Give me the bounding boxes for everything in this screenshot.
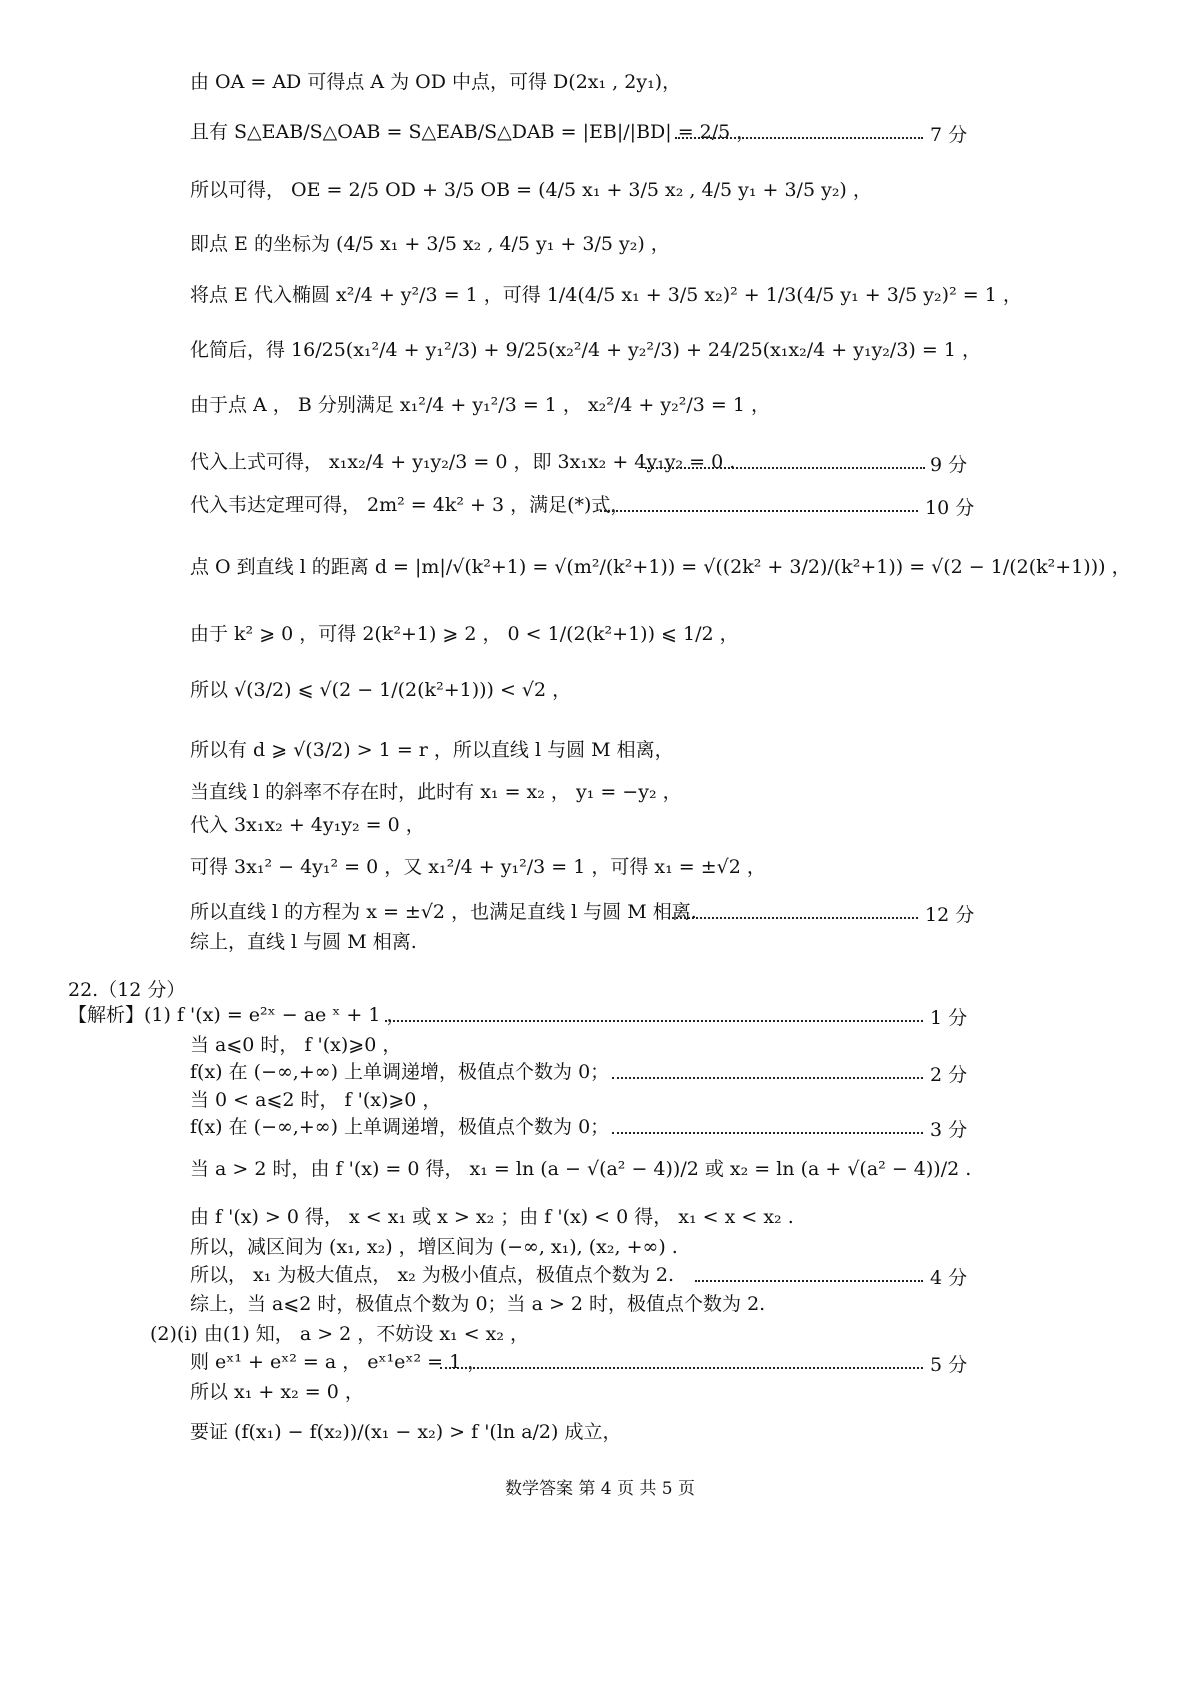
score-label: 10 分 [925, 497, 975, 519]
text-line: 则 eˣ¹ + eˣ² = a ， eˣ¹eˣ² = 1 ， [190, 1351, 487, 1373]
text-line: 由于点 A ， B 分别满足 x₁²/4 + y₁²/3 = 1 ， x₂²/4 + y₂²/3 = 1 ， [190, 394, 770, 416]
question-number: 22.（12 分） [68, 979, 186, 1001]
text-line: 所以 √(3/2) ⩽ √(2 − 1/(2(k²+1))) < √2 ， [190, 679, 572, 701]
text-line: 化简后，得 16/25(x₁²/4 + y₁²/3) + 9/25(x₂²/4 + y₂²/3) + 24/25(x₁x₂/4 + y₁y₂/3) = 1 ， [190, 339, 981, 361]
text-line: 综上，直线 l 与圆 M 相离. [190, 931, 417, 953]
text-line: 所以， x₁ 为极大值点， x₂ 为极小值点，极值点个数为 2. [190, 1264, 674, 1286]
text-line: 代入上式可得， x₁x₂/4 + y₁y₂/3 = 0 ，即 3x₁x₂ + 4y₁y₂ = 0 . [190, 451, 736, 473]
score-label: 3 分 [930, 1119, 968, 1141]
score-label: 4 分 [930, 1267, 968, 1289]
text-line: 当 0 < a⩽2 时， f '(x)⩾0 ， [190, 1089, 442, 1111]
dot-leader [645, 467, 925, 469]
text-line: 由于 k² ⩾ 0 ，可得 2(k²+1) ⩾ 2 ， 0 < 1/(2(k²+1)) ⩽ 1/2 ， [190, 623, 739, 645]
dot-leader [612, 1077, 923, 1079]
dot-leader [600, 510, 918, 512]
text-line: 所以直线 l 的方程为 x = ±√2 ，也满足直线 l 与圆 M 相离. [190, 901, 697, 923]
text-line: 即点 E 的坐标为 (4/5 x₁ + 3/5 x₂ , 4/5 y₁ + 3/5 y₂) ， [190, 233, 670, 255]
text-line: (2)(i) 由(1) 知， a > 2 ，不妨设 x₁ < x₂ ， [150, 1323, 530, 1345]
text-line: 由 OA = AD 可得点 A 为 OD 中点，可得 D(2x₁ , 2y₁)， [190, 71, 682, 93]
score-label: 7 分 [930, 124, 968, 146]
dot-leader [385, 1020, 923, 1022]
dot-leader [612, 1132, 923, 1134]
score-label: 1 分 [930, 1007, 968, 1029]
text-line: 当 a⩽0 时， f '(x)⩾0 ， [190, 1034, 402, 1056]
text-line: 要证 (f(x₁) − f(x₂))/(x₁ − x₂) > f '(ln a/2) 成立， [190, 1421, 622, 1443]
dot-leader [668, 917, 918, 919]
dot-leader [695, 1280, 923, 1282]
score-label: 5 分 [930, 1354, 968, 1376]
text-line: 所以 x₁ + x₂ = 0 ， [190, 1381, 364, 1403]
text-line: 代入韦达定理可得， 2m² = 4k² + 3 ，满足(*)式， [190, 494, 630, 516]
text-line: 【解析】(1) f '(x) = e²ˣ − ae ˣ + 1 ， [68, 1004, 406, 1026]
score-label: 2 分 [930, 1064, 968, 1086]
text-line: 当 a > 2 时，由 f '(x) = 0 得， x₁ = ln (a − √(a² − 4))/2 或 x₂ = ln (a + √(a² − 4))/2 . [190, 1158, 972, 1180]
text-line: 可得 3x₁² − 4y₁² = 0 ，又 x₁²/4 + y₁²/3 = 1 ，可得 x₁ = ±√2 ， [190, 856, 766, 878]
text-line: 综上，当 a⩽2 时，极值点个数为 0；当 a > 2 时，极值点个数为 2. [190, 1293, 766, 1315]
text-line: f(x) 在 (−∞,+∞) 上单调递增，极值点个数为 0； [190, 1061, 610, 1083]
text-line: 所以有 d ⩾ √(3/2) > 1 = r ，所以直线 l 与圆 M 相离， [190, 739, 674, 761]
text-line: 且有 S△EAB/S△OAB = S△EAB/S△DAB = |EB|/|BD| = 2/5 ， [190, 121, 756, 143]
text-line: 所以可得， OE = 2/5 OD + 3/5 OB = (4/5 x₁ + 3/5 x₂ , 4/5 y₁ + 3/5 y₂) ， [190, 179, 872, 201]
text-line: 当直线 l 的斜率不存在时，此时有 x₁ = x₂ ， y₁ = −y₂ ， [190, 781, 682, 803]
text-line: f(x) 在 (−∞,+∞) 上单调递增，极值点个数为 0； [190, 1116, 610, 1138]
text-line: 点 O 到直线 l 的距离 d = |m|/√(k²+1) = √(m²/(k²+1)) = √((2k² + 3/2)/(k²+1)) = √(2 − 1/(2(k²+1))) ， [190, 556, 1131, 578]
text-line: 代入 3x₁x₂ + 4y₁y₂ = 0 ， [190, 814, 425, 836]
text-line: 所以，减区间为 (x₁, x₂) ，增区间为 (−∞, x₁), (x₂, +∞) . [190, 1236, 678, 1258]
dot-leader [440, 1367, 923, 1369]
dot-leader [675, 137, 923, 139]
score-label: 9 分 [930, 454, 968, 476]
score-label: 12 分 [925, 904, 975, 926]
text-line: 将点 E 代入椭圆 x²/4 + y²/3 = 1 ，可得 1/4(4/5 x₁ + 3/5 x₂)² + 1/3(4/5 y₁ + 3/5 y₂)² = 1 ， [190, 284, 1022, 306]
page-footer: 数学答案 第 4 页 共 5 页 [504, 1479, 696, 1499]
text-line: 由 f '(x) > 0 得， x < x₁ 或 x > x₂ ；由 f '(x) < 0 得， x₁ < x < x₂ . [190, 1206, 794, 1228]
